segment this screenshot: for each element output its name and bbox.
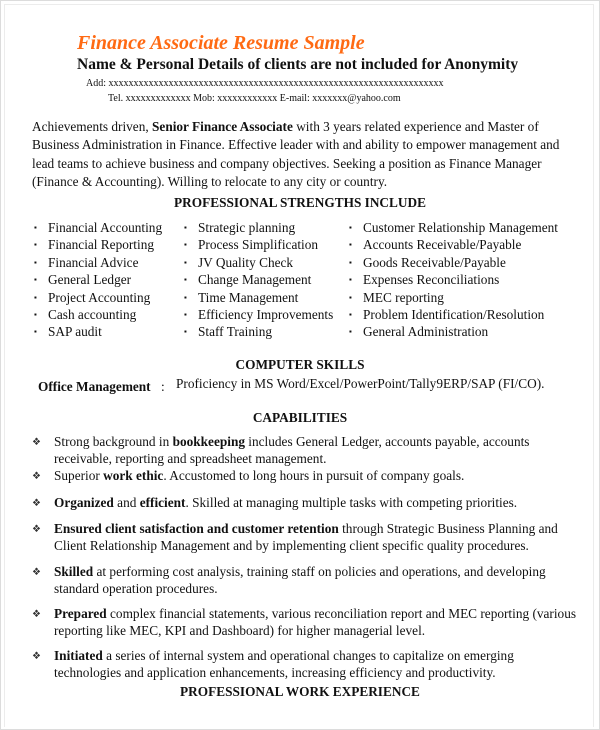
strength-label: Efficiency Improvements [198,307,334,323]
summary-text-end: with 3 years related experience and Master of Business Administration in Finance. Effective leader with and ability to empower management and lead teams to achieve business and company objectives. Seeking a position as Finance Manager (Finance & Accounting). Willing to relocate to any city or country. [32,119,560,189]
strength-label: Customer Relationship Management [363,220,558,235]
strength-item [184,254,333,271]
strength-item [34,323,162,340]
strength-item [34,236,162,253]
square-bullet-icon: ▪ [34,275,37,285]
strength-item [349,323,558,340]
strength-label: Time Management [198,289,299,305]
address-line: Add: xxxxxxxxxxxxxxxxxxxxxxxxxxxxxxxxxxxxxxxxxxxxxxxxxxxxxxxxxxxxxxxxxxx [86,78,444,89]
strength-label: SAP audit [48,324,102,340]
strength-label: MEC reporting [363,289,444,305]
capability-text: Superior work ethic. Accustomed to long hours in pursuit of company goals. [54,468,465,483]
strength-item [34,306,162,323]
strength-label: Goods Receivable/Payable [363,254,506,270]
strength-item [34,289,162,306]
capability-text: Prepared complex financial statements, various reconciliation report and MEC reporting (various reporting like MEC, KPI and Dashboard) for higher managerial level. [54,606,577,638]
strengths-column-3 [349,219,558,341]
square-bullet-icon: ▪ [184,310,187,320]
diamond-bullet-icon: ❖ [32,471,41,482]
capability-item [32,495,582,512]
capability-text: Initiated a series of internal system and operational changes to capitalize on emerging technologies and application enhancements, increasing efficiency and productivity. [54,648,514,680]
capability-text: Strong background in bookkeeping includes General Ledger, accounts payable, accounts receivable, reporting and spreadsheet management. [54,434,530,466]
strengths-column-1 [34,219,162,341]
square-bullet-icon: ▪ [349,327,352,337]
summary-text-start: Achievements driven, [32,119,153,134]
strength-item [34,254,162,271]
strength-label: Process Simplification [198,237,319,253]
capability-item [32,521,582,554]
diamond-bullet-icon: ❖ [32,437,41,448]
diamond-bullet-icon: ❖ [32,524,41,535]
strength-label: General Ledger [48,272,132,288]
strength-item [34,219,162,236]
capabilities-heading: CAPABILITIES [252,410,348,425]
summary-paragraph [32,118,577,191]
square-bullet-icon: ▪ [184,257,187,267]
strength-item [349,254,558,271]
square-bullet-icon: ▪ [184,275,187,285]
capability-text: Organized and efficient. Skilled at managing multiple tasks with competing priorities. [54,495,518,510]
diamond-bullet-icon: ❖ [32,498,41,509]
strength-item [349,236,558,253]
square-bullet-icon: ▪ [184,292,187,302]
strength-item [349,271,558,288]
square-bullet-icon: ▪ [349,275,352,285]
anonymity-subtitle: Name & Personal Details of clients are not included for Anonymity [77,56,519,73]
square-bullet-icon: ▪ [349,240,352,250]
strength-label: Financial Accounting [48,220,163,235]
strength-item [184,306,333,323]
office-management-label: Office Management [38,379,151,394]
strength-label: General Administration [363,324,489,340]
square-bullet-icon: ▪ [349,223,352,232]
strength-label: Problem Identification/Resolution [363,307,545,323]
diamond-bullet-icon: ❖ [32,651,41,662]
square-bullet-icon: ▪ [34,257,37,267]
strength-label: Change Management [198,272,312,288]
strength-item [349,289,558,306]
capability-item [32,606,582,639]
resume-title: Finance Associate Resume Sample [77,32,365,54]
office-management-colon: : [161,379,165,394]
strength-item [184,271,333,288]
square-bullet-icon: ▪ [34,223,37,232]
strength-item [349,219,558,236]
capability-item [32,564,582,597]
square-bullet-icon: ▪ [34,240,37,250]
strength-label: Cash accounting [48,307,137,323]
diamond-bullet-icon: ❖ [32,567,41,578]
summary-role: Senior Finance Associate [152,119,293,134]
capability-item [32,468,582,485]
work-experience-heading: PROFESSIONAL WORK EXPERIENCE [180,684,420,699]
strength-item [184,289,333,306]
square-bullet-icon: ▪ [34,310,37,320]
strength-item [184,323,333,340]
office-management-value: Proficiency in MS Word/Excel/PowerPoint/Tally9ERP/SAP (FI/CO). [176,376,545,391]
strength-label: Accounts Receivable/Payable [363,237,522,253]
strength-label: Financial Reporting [48,237,154,253]
strength-item [349,306,558,323]
strength-label: Expenses Reconciliations [363,272,500,288]
square-bullet-icon: ▪ [349,292,352,302]
strength-label: Financial Advice [48,254,139,270]
capability-item [32,648,582,681]
capability-text: Ensured client satisfaction and customer retention through Strategic Business Planning and Client Relationship Management and by implementing client specific quality procedures. [54,521,558,553]
strengths-heading: PROFESSIONAL STRENGTHS INCLUDE [174,195,426,210]
strength-label: Staff Training [198,324,273,340]
contact-line: Tel. xxxxxxxxxxxxx Mob: xxxxxxxxxxxx E-mail: xxxxxxx@yahoo.com [108,93,401,104]
computer-skills-heading: COMPUTER SKILLS [235,357,365,372]
diamond-bullet-icon: ❖ [32,609,41,620]
strength-item [34,271,162,288]
strength-label: Project Accounting [48,289,151,305]
square-bullet-icon: ▪ [184,327,187,337]
strengths-column-2 [184,219,333,341]
strength-label: JV Quality Check [198,254,294,270]
square-bullet-icon: ▪ [184,223,187,232]
strength-item [184,219,333,236]
square-bullet-icon: ▪ [34,327,37,337]
strength-item [184,236,333,253]
square-bullet-icon: ▪ [184,240,187,250]
square-bullet-icon: ▪ [349,310,352,320]
strength-label: Strategic planning [198,220,296,235]
square-bullet-icon: ▪ [349,257,352,267]
capability-text: Skilled at performing cost analysis, training staff on policies and operations, and developing standard operation procedures. [54,564,546,596]
capability-item [32,434,582,467]
square-bullet-icon: ▪ [34,292,37,302]
